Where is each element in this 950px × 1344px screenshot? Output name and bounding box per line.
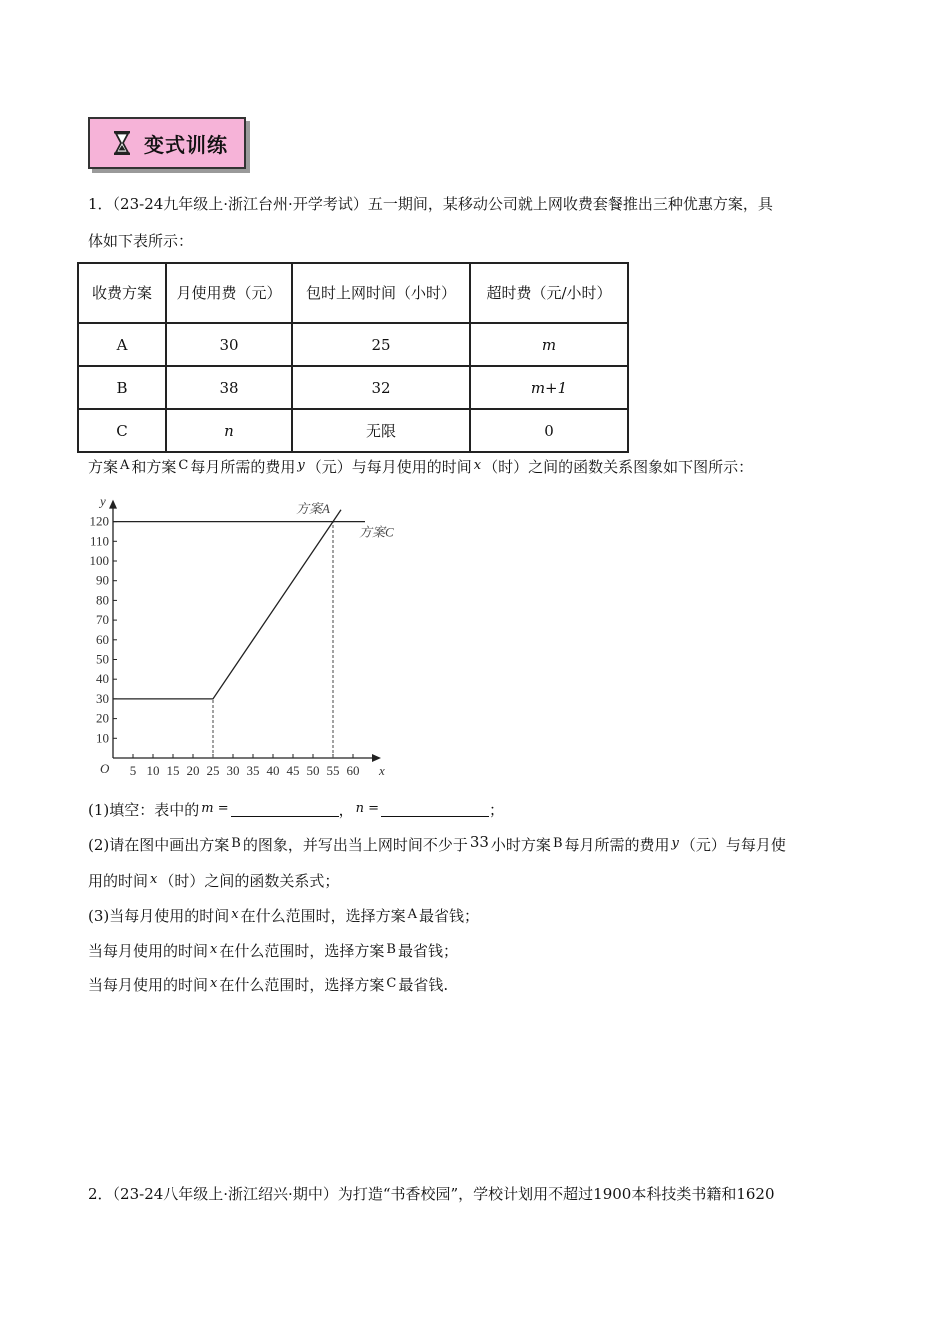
q3-text: 在什么范围时，选择方案 xyxy=(219,976,385,994)
q3-text: 最省钱. xyxy=(398,976,449,994)
table-cell: 30 xyxy=(166,323,292,366)
x-tick-label: 20 xyxy=(186,763,200,778)
q2-text: (2)请在图中画出方案 xyxy=(88,836,230,854)
y-axis-label: y xyxy=(100,493,106,509)
q3-text: 在什么范围时，选择方案 xyxy=(240,907,406,925)
y-tick-label: 90 xyxy=(96,572,109,588)
caption-symbol: y xyxy=(297,458,305,473)
caption-symbol: x xyxy=(473,458,482,473)
y-tick-label: 70 xyxy=(96,612,109,628)
x-tick-label: 5 xyxy=(129,763,137,778)
fee-table xyxy=(77,262,629,453)
y-tick-label: 50 xyxy=(96,651,109,667)
y-tick-label: 80 xyxy=(96,592,109,608)
q3-text: 当每月使用的时间 xyxy=(88,942,209,960)
x-tick-label: 50 xyxy=(306,763,320,778)
series-label-plan-c: 方案C xyxy=(359,524,394,540)
q3-symbol: x xyxy=(231,907,239,922)
function-graph xyxy=(0,480,460,785)
problem1-intro-line1: 1．（23-24九年级上·浙江台州·开学考试）五一期间，某移动公司就上网收费套餐推出三种优惠方案，具 xyxy=(88,195,773,213)
y-tick-label: 60 xyxy=(96,631,109,647)
q3-symbol: x xyxy=(210,976,218,991)
q3-text: 最省钱； xyxy=(419,907,480,925)
q3-text: 在什么范围时，选择方案 xyxy=(219,942,385,960)
q3-text: 最省钱； xyxy=(397,942,458,960)
table-cell: 32 xyxy=(292,366,470,409)
question-2-line1 xyxy=(88,833,868,859)
x-tick-label: 40 xyxy=(266,763,280,778)
table-row xyxy=(78,409,628,452)
caption-text: （元）与每月使用的时间 xyxy=(306,458,472,476)
answer-blank-m[interactable] xyxy=(231,800,339,817)
y-tick-label: 120 xyxy=(89,513,109,529)
graph-caption xyxy=(88,455,868,481)
table-cell: m+1 xyxy=(470,366,628,409)
series-line-plan-a xyxy=(113,510,341,699)
q2-text: 小时方案 xyxy=(490,836,551,854)
y-tick-label: 20 xyxy=(96,710,109,726)
table-cell: 25 xyxy=(292,323,470,366)
x-tick-label: 60 xyxy=(346,763,360,778)
table-cell: m xyxy=(470,323,628,366)
answer-blank-n[interactable] xyxy=(381,800,489,817)
q3-symbol: A xyxy=(407,907,417,922)
x-tick-label: 30 xyxy=(226,763,240,778)
q2-symbol: y xyxy=(671,836,679,851)
caption-text: 每月所需的费用 xyxy=(190,458,296,476)
origin-label: O xyxy=(100,761,110,776)
y-tick-label: 100 xyxy=(89,553,109,568)
q2-symbol: B xyxy=(231,836,241,851)
question-3-line1 xyxy=(88,904,868,930)
q3-text: (3)当每月使用的时间 xyxy=(88,907,230,925)
hourglass-icon xyxy=(112,130,132,156)
table-cell: C xyxy=(78,409,166,452)
y-tick-label: 110 xyxy=(89,533,109,549)
x-tick-label: 15 xyxy=(166,763,180,778)
q2-text: 每月所需的费用 xyxy=(564,836,670,854)
q1-n-symbol: n = xyxy=(355,801,380,816)
q3-symbol: B xyxy=(386,942,396,957)
section-title: 变式训练 xyxy=(144,132,228,157)
table-header-cell: 超时费（元/小时） xyxy=(470,263,628,323)
x-axis-label: x xyxy=(379,763,385,778)
caption-symbol: C xyxy=(178,458,189,473)
x-tick-label: 35 xyxy=(246,763,260,778)
y-tick-label: 30 xyxy=(96,690,109,706)
q3-symbol: x xyxy=(210,942,218,957)
section-banner xyxy=(88,117,246,169)
q2-text: （时）之间的函数关系式； xyxy=(159,872,340,890)
table-header-cell: 收费方案 xyxy=(78,263,166,323)
q2-symbol: 33 xyxy=(469,833,489,851)
q2-symbol: B xyxy=(552,836,563,851)
x-tick-label: 10 xyxy=(146,763,160,778)
problem2-line1: 2．（23-24八年级上·浙江绍兴·期中）为打造“书香校园”，学校计划用不超过1900本科技类书籍和1620 xyxy=(88,1185,775,1203)
question-3-line2 xyxy=(88,939,868,965)
table-header-cell: 包时上网时间（小时） xyxy=(292,263,470,323)
y-tick-label: 40 xyxy=(96,671,109,687)
q2-text: 的图象，并写出当上网时间不少于 xyxy=(242,836,468,854)
q3-text: 当每月使用的时间 xyxy=(88,976,209,994)
question-2-line2 xyxy=(88,869,868,895)
q1-m-symbol: m = xyxy=(201,801,229,816)
x-tick-label: 25 xyxy=(206,763,220,778)
x-axis-arrow xyxy=(372,754,381,762)
caption-symbol: A xyxy=(120,458,130,473)
table-cell: B xyxy=(78,366,166,409)
q2-symbol: x xyxy=(150,872,158,887)
q1-text: ， xyxy=(338,801,354,819)
table-header-row xyxy=(78,263,628,323)
series-label-plan-a: 方案A xyxy=(296,500,330,516)
table-cell: 0 xyxy=(470,409,628,452)
table-header-cell: 月使用费（元） xyxy=(166,263,292,323)
table-cell: A xyxy=(78,323,166,366)
q2-text: （元）与每月使 xyxy=(680,836,786,854)
table-cell: n xyxy=(166,409,292,452)
caption-text: 和方案 xyxy=(131,458,177,476)
y-tick-label: 10 xyxy=(96,730,109,746)
table-row xyxy=(78,323,628,366)
y-axis-arrow xyxy=(109,500,117,509)
question-1 xyxy=(88,798,868,824)
q2-text: 用的时间 xyxy=(88,872,149,890)
table-cell: 无限 xyxy=(292,409,470,452)
x-tick-label: 55 xyxy=(326,763,340,778)
problem1-intro-line2: 体如下表所示： xyxy=(88,232,194,250)
table-row xyxy=(78,366,628,409)
q1-text: ； xyxy=(489,801,505,819)
table-cell: 38 xyxy=(166,366,292,409)
caption-text: 方案 xyxy=(88,458,119,476)
question-3-line3 xyxy=(88,973,868,999)
caption-text: （时）之间的函数关系图象如下图所示： xyxy=(483,458,754,476)
q1-text: (1)填空：表中的 xyxy=(88,801,200,819)
q3-symbol: C xyxy=(386,976,397,991)
x-tick-label: 45 xyxy=(286,763,300,778)
